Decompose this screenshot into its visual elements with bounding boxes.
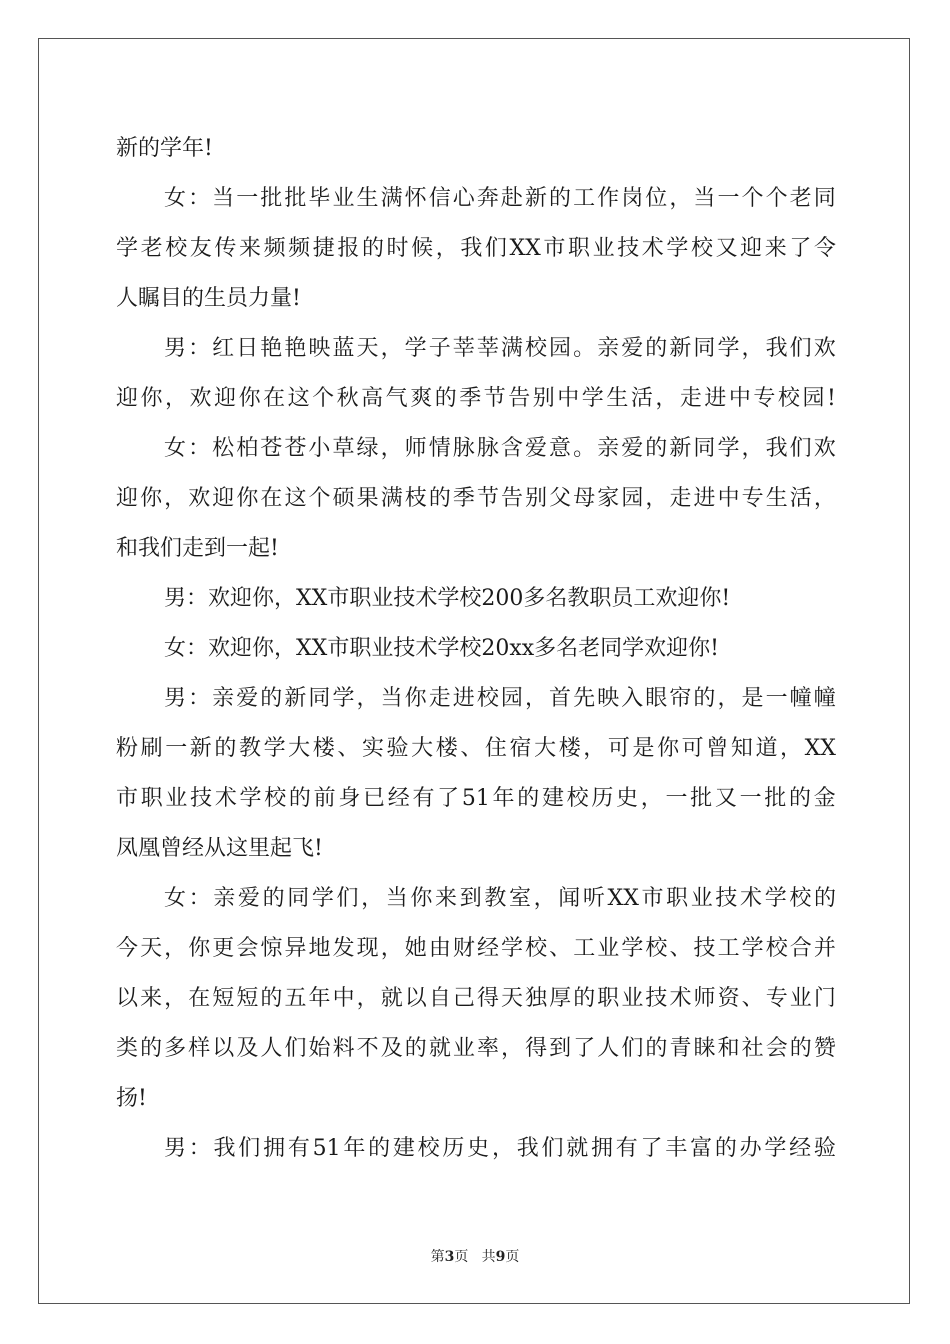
text-line: 和我们走到一起!: [116, 536, 279, 561]
text-line: 人瞩目的生员力量!: [116, 286, 301, 311]
text-line: 女 ： 当 一 批 批 毕 业 生 满 怀 信 心 奔 赴 新 的 工 作 岗 位 ， 当 一 个 个 老 同: [164, 186, 836, 211]
text-line: 粉 刷 一 新 的 教 学 大 楼 、 实 验 大 楼 、 住 宿 大 楼 ， 可 是 你 可 曾 知 道 ， XX: [116, 736, 836, 761]
text-line: 凤凰曾经从这里起飞!: [116, 836, 323, 861]
text-line: 女 ： 松 柏 苍 苍 小 草 绿 ， 师 情 脉 脉 含 爱 意 。 亲 爱 的 新 同 学 ， 我 们 欢: [164, 436, 836, 461]
text-line: 女：欢迎你，XX市职业技术学校20xx多名老同学欢迎你!: [164, 636, 719, 661]
text-line: 男 ： 我 们 拥 有 51 年 的 建 校 历 史 ， 我 们 就 拥 有 了 丰 富 的 办 学 经 验: [164, 1136, 836, 1161]
text-line: 类 的 多 样 以 及 人 们 始 料 不 及 的 就 业 率 ， 得 到 了 人 们 的 青 睐 和 社 会 的 赞: [116, 1036, 836, 1061]
text-line: 男 ： 红 日 艳 艳 映 蓝 天 ， 学 子 莘 莘 满 校 园 。 亲 爱 的 新 同 学 ， 我 们 欢: [164, 336, 836, 361]
text-line: 男：欢迎你，XX市职业技术学校200多名教职员工欢迎你!: [164, 586, 731, 611]
text-line: 今 天 ， 你 更 会 惊 异 地 发 现 ， 她 由 财 经 学 校 、 工 业 学 校 、 技 工 学 校 合 并: [116, 936, 836, 961]
document-body: [116, 124, 836, 1174]
page-footer: [0, 1246, 950, 1266]
text-line: 迎 你 ， 欢 迎 你 在 这 个 硕 果 满 枝 的 季 节 告 别 父 母 家 园 ， 走 进 中 专 生 活 ，: [116, 486, 836, 511]
text-line: 男 ： 亲 爱 的 新 同 学 ， 当 你 走 进 校 园 ， 首 先 映 入 眼 帘 的 ， 是 一 幢 幢: [164, 686, 836, 711]
page-label-prefix: 第: [430, 1249, 445, 1265]
total-label-suffix: 页: [505, 1249, 520, 1265]
total-pages-number: 9: [495, 1249, 506, 1265]
text-line: 以 来 ， 在 短 短 的 五 年 中 ， 就 以 自 己 得 天 独 厚 的 职 业 技 术 师 资 、 专 业 门: [116, 986, 836, 1011]
text-line: 扬!: [116, 1086, 147, 1111]
page-label-suffix: 页: [454, 1249, 469, 1265]
text-line: 学 老 校 友 传 来 频 频 捷 报 的 时 候 ， 我 们 XX 市 职 业 技 术 学 校 又 迎 来 了 令: [116, 236, 836, 261]
text-line: 迎 你 ， 欢 迎 你 在 这 个 秋 高 气 爽 的 季 节 告 别 中 学 生 活 ， 走 进 中 专 校 园 !: [116, 386, 836, 411]
current-page-number: 3: [444, 1249, 455, 1265]
text-line: 市 职 业 技 术 学 校 的 前 身 已 经 有 了 51 年 的 建 校 历 史 ， 一 批 又 一 批 的 金: [116, 786, 836, 811]
total-label-prefix: 共: [481, 1249, 496, 1265]
text-line: 新的学年!: [116, 136, 213, 161]
text-line: 女 ： 亲 爱 的 同 学 们 ， 当 你 来 到 教 室 ， 闻 听 XX 市 职 业 技 术 学 校 的: [164, 886, 836, 911]
